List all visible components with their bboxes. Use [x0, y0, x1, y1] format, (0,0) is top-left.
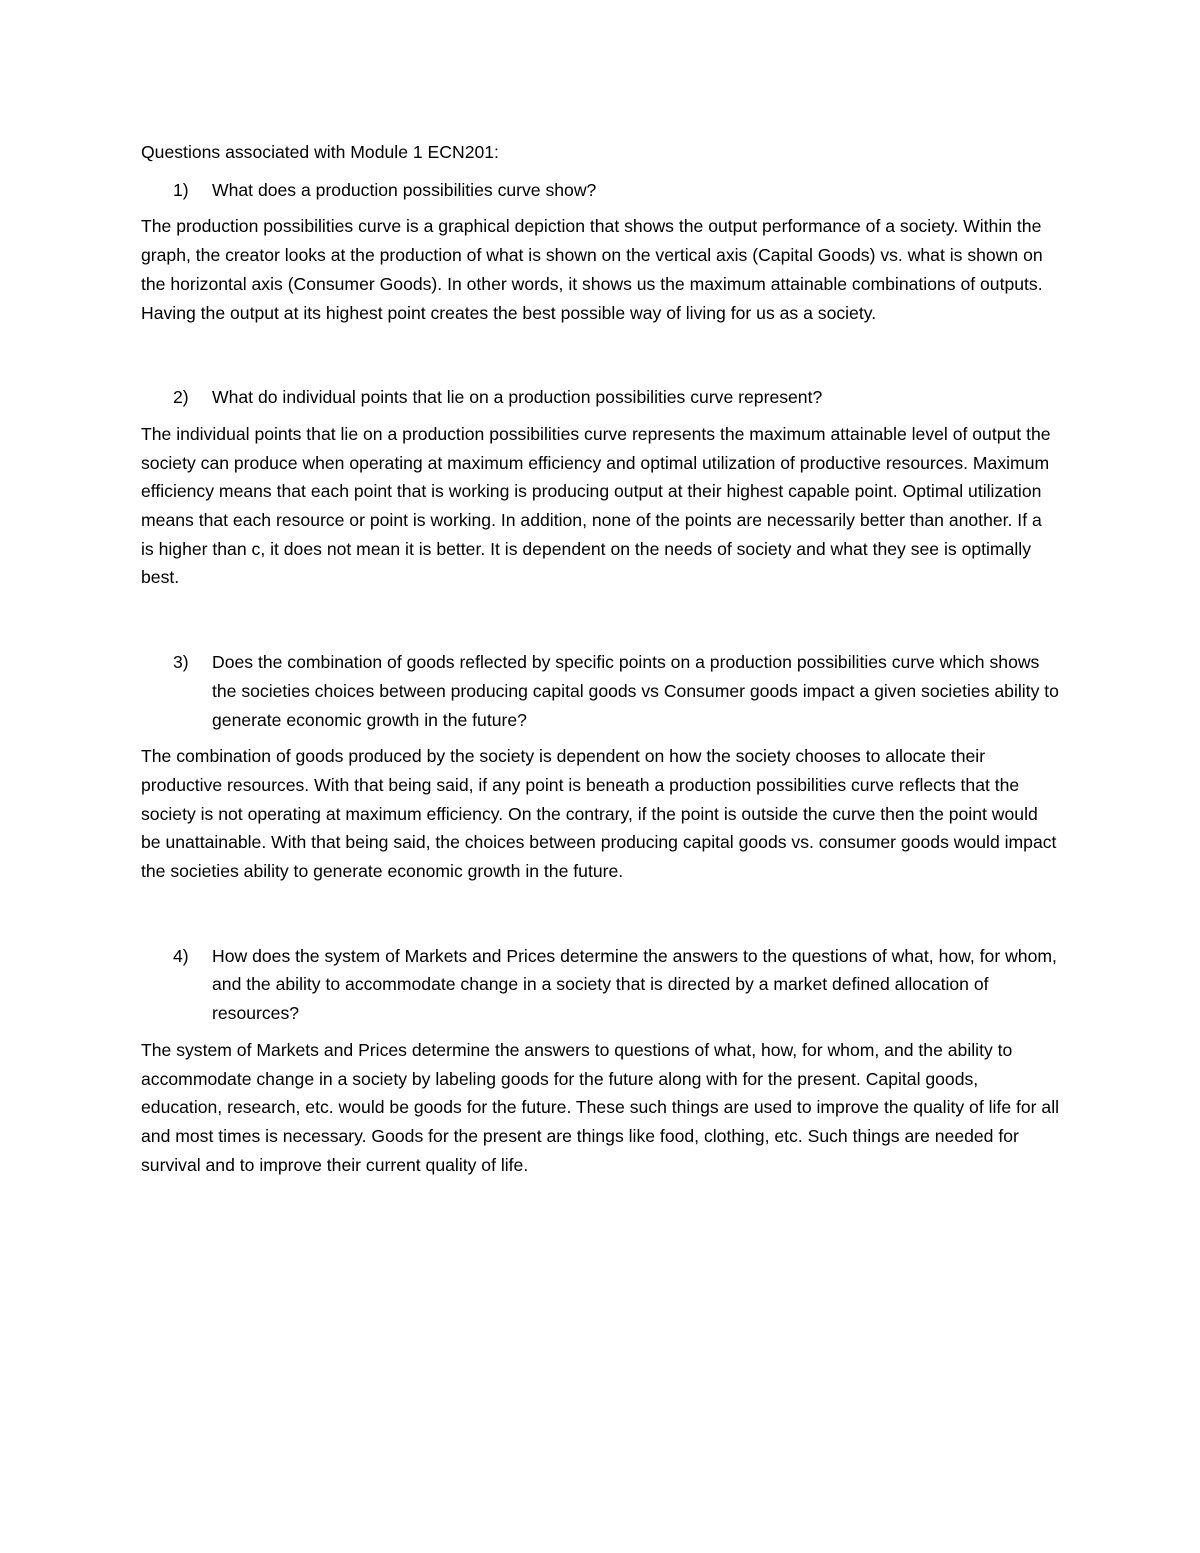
answer-3: The combination of goods produced by the society is dependent on how the society chooses to allocate their productive resources. With that being said, if any point is beneath a production possibilities curve reflects that the society is not operating at maximum efficiency. On the contrary, if the point is outside the curve then the point would be unattainable. With that being said, the choices between producing capital goods vs. consumer goods would impact the societies ability to generate economic growth in the future. [141, 746, 1057, 882]
question-1 [141, 176, 1059, 205]
question-3 [141, 648, 1059, 734]
answer-2: The individual points that lie on a production possibilities curve represents the maximum attainable level of output the society can produce when operating at maximum efficiency and optimal utilization of productive resources. Maximum efficiency means that each point that is working is producing output at their highest capable point. Optimal utilization means that each resource or point is working. In addition, none of the points are necessarily better than another. If a is higher than c, it does not mean it is better. It is dependent on the needs of society and what they see is optimally best. [141, 423, 1051, 588]
question-1-number: 1) [173, 179, 189, 200]
question-1-text: What does a production possibilities curve show? [212, 179, 597, 200]
answer-1: The production possibilities curve is a graphical depiction that shows the output performance of a society. Within the graph, the creator looks at the production of what is shown on the vertical axis (Capital Goods) vs. what is shown on the horizontal axis (Consumer Goods). In other words, it shows us the maximum attainable combinations of outputs. Having the output at its highest point creates the best possible way of living for us as a society. [141, 216, 1043, 323]
question-2 [141, 383, 1059, 412]
question-4 [141, 942, 1059, 1028]
question-4-number: 4) [173, 945, 189, 966]
document-body [141, 138, 1059, 1179]
question-3-number: 3) [173, 652, 189, 673]
question-4-text: How does the system of Markets and Prices determine the answers to the questions of what, how, for whom, and the ability to accommodate change in a society that is directed by a market defined allocation of resources? [212, 945, 1057, 1024]
question-3-text: Does the combination of goods reflected by specific points on a production possibilities curve which shows the societies choices between producing capital goods vs Consumer goods impact a given societies ability to generate economic growth in the future? [212, 652, 1059, 730]
answer-4: The system of Markets and Prices determine the answers to questions of what, how, for whom, and the ability to accommodate change in a society by labeling goods for the future along with for the present. Capital goods, education, research, etc. would be goods for the future. These such things are used to improve the quality of life for all and most times is necessary. Goods for the present are things like food, clothing, etc. Such things are needed for survival and to improve their current quality of life. [141, 1039, 1060, 1175]
document-title: Questions associated with Module 1 ECN201: [141, 142, 499, 162]
question-2-number: 2) [173, 387, 189, 408]
question-2-text: What do individual points that lie on a production possibilities curve represent? [212, 387, 823, 408]
